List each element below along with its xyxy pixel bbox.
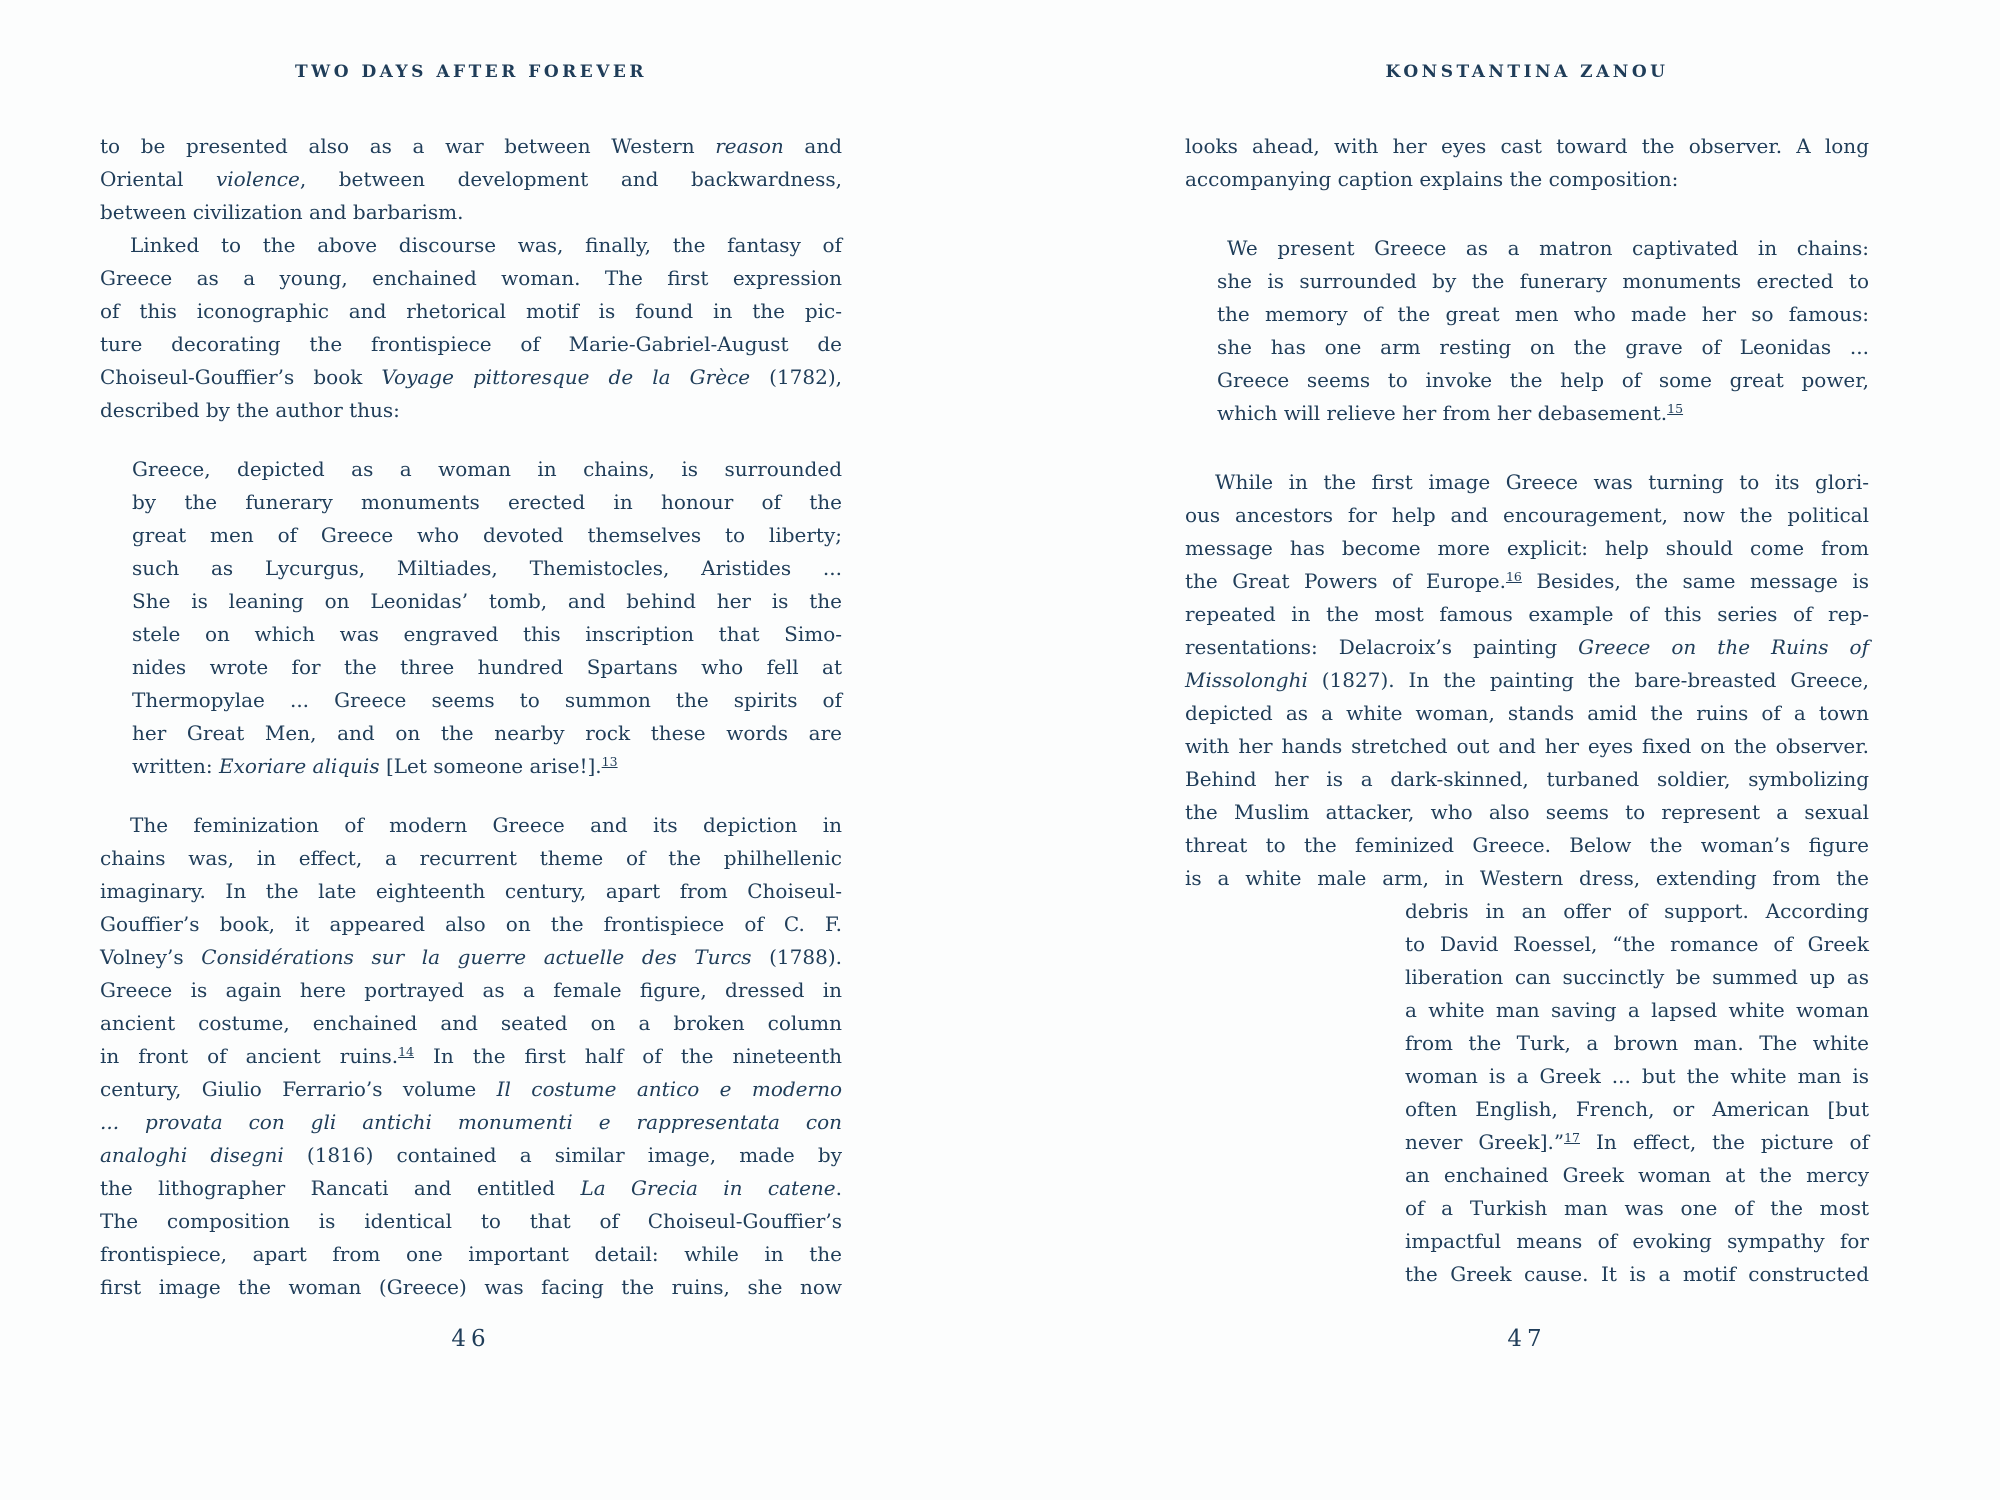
text-line: to David Roessel, “the romance of Greek (1405, 932, 1869, 956)
text-line: The composition is identical to that of Choiseul-Gouffier’s (100, 1209, 842, 1233)
text-line: repeated in the most famous example of this series of rep- (1185, 602, 1869, 626)
text-line: depicted as a white woman, stands amid the ruins of a town (1185, 701, 1869, 725)
text-line: a white man saving a lapsed white woman (1405, 998, 1869, 1022)
text-line: of a Turkish man was one of the most (1405, 1196, 1869, 1220)
text-line: by the funerary monuments erected in honour of the (132, 490, 842, 514)
text-line: threat to the feminized Greece. Below the woman’s figure (1185, 833, 1869, 857)
text-line: The feminization of modern Greece and its depiction in (130, 813, 842, 837)
text-line: never Greek].”$^{17}$ In effect, the picture of (1405, 1130, 1869, 1154)
running-header-right: KONSTANTINA ZANOU (1385, 62, 1669, 82)
text-line: with her hands stretched out and her eyes fixed on the observer. (1185, 734, 1869, 758)
text-line: resentations: Delacroix’s painting Greece on the Ruins of (1185, 635, 1869, 659)
page-right (1185, 0, 1869, 1500)
text-line: impactful means of evoking sympathy for (1405, 1229, 1869, 1253)
text-line: ture decorating the frontispiece of Marie-Gabriel-August de (100, 332, 842, 356)
footnote-ref: 16 (1505, 569, 1522, 584)
text-line: Behind her is a dark-skinned, turbaned soldier, symbolizing (1185, 767, 1869, 791)
paragraph (100, 809, 842, 1304)
footnote-ref: 17 (1564, 1130, 1580, 1145)
paragraph (1185, 130, 1869, 196)
text-line: Gouffier’s book, it appeared also on the frontispiece of C. F. (100, 912, 842, 936)
page-number-right: 47 (1507, 1326, 1547, 1352)
text-line: Volney’s Considérations sur la guerre actuelle des Turcs (1788). (100, 945, 842, 969)
text-line: the Great Powers of Europe.$^{16}$ Besides, the same message is (1185, 569, 1869, 593)
text-line: is a white male arm, in Western dress, extending from the (1185, 866, 1869, 890)
text-line: the Greek cause. It is a motif constructed (1405, 1262, 1869, 1286)
text-line: described by the author thus: (100, 398, 400, 422)
text-line: message has become more explicit: help should come from (1185, 536, 1869, 560)
text-line: Missolonghi (1827). In the painting the bare-breasted Greece, (1185, 668, 1869, 692)
text-line: to be presented also as a war between Western reason and (100, 134, 842, 158)
text-line: Greece is again here portrayed as a female figure, dressed in (100, 978, 842, 1002)
block-quote (132, 453, 842, 783)
page-body-right (1185, 130, 1869, 1291)
text-line: accompanying caption explains the composition: (1185, 167, 1679, 191)
page-body-left (100, 130, 842, 1304)
text-line: nides wrote for the three hundred Spartans who fell at (132, 655, 842, 679)
footnote-ref: 13 (601, 754, 618, 769)
text-line: Greece, depicted as a woman in chains, is surrounded (132, 457, 842, 481)
text-line: she has one arm resting on the grave of Leonidas ... (1217, 335, 1869, 359)
footnote-ref: 14 (398, 1044, 415, 1059)
paragraph (100, 130, 842, 229)
text-line: written: Exoriare aliquis [Let someone arise!].$^{13}$ (132, 754, 618, 778)
text-line: great men of Greece who devoted themselves to liberty; (132, 523, 842, 547)
running-header-left: TWO DAYS AFTER FOREVER (294, 62, 648, 82)
text-line: We present Greece as a matron captivated in chains: (1217, 236, 1869, 260)
text-line: an enchained Greek woman at the mercy (1405, 1163, 1869, 1187)
text-line: debris in an offer of support. According (1405, 899, 1869, 923)
text-line: she is surrounded by the funerary monuments erected to (1217, 269, 1869, 293)
text-line: Linked to the above discourse was, finally, the fantasy of (130, 233, 842, 257)
page-left (100, 0, 842, 1500)
page-number-left: 46 (451, 1326, 491, 1352)
text-line: ... provata con gli antichi monumenti e rappresentata con (100, 1110, 842, 1134)
text-line: the memory of the great men who made her so famous: (1217, 302, 1869, 326)
text-line: ous ancestors for help and encouragement, now the political (1185, 503, 1869, 527)
text-line: frontispiece, apart from one important detail: while in the (100, 1242, 842, 1266)
text-line: While in the first image Greece was turning to its glori- (1215, 470, 1869, 494)
text-line: the Muslim attacker, who also seems to represent a sexual (1185, 800, 1869, 824)
text-line: Thermopylae ... Greece seems to summon the spirits of (132, 688, 842, 712)
text-line: looks ahead, with her eyes cast toward the observer. A long (1185, 134, 1869, 158)
text-line: from the Turk, a brown man. The white (1405, 1031, 1869, 1055)
text-line: woman is a Greek ... but the white man is (1405, 1064, 1869, 1088)
text-line: imaginary. In the late eighteenth century, apart from Choiseul- (100, 879, 842, 903)
text-line: Oriental violence, between development and backwardness, (100, 167, 842, 191)
text-line: the lithographer Rancati and entitled La Grecia in catene. (100, 1176, 842, 1200)
text-line: Greece seems to invoke the help of some great power, (1217, 368, 1869, 392)
text-line: Greece as a young, enchained woman. The first expression (100, 266, 842, 290)
text-line: She is leaning on Leonidas’ tomb, and behind her is the (132, 589, 842, 613)
text-line: such as Lycurgus, Miltiades, Themistocles, Aristides ... (132, 556, 842, 580)
text-line: analoghi disegni (1816) contained a similar image, made by (100, 1143, 842, 1167)
text-line: chains was, in effect, a recurrent theme of the philhellenic (100, 846, 842, 870)
text-line: which will relieve her from her debasement.$^{15}$ (1217, 401, 1684, 425)
text-line: century, Giulio Ferrario’s volume Il costume antico e moderno (100, 1077, 842, 1101)
paragraph (1185, 466, 1869, 1291)
block-quote (1217, 232, 1869, 430)
text-line: in front of ancient ruins.$^{14}$ In the first half of the nineteenth (100, 1044, 842, 1068)
text-line: of this iconographic and rhetorical motif is found in the pic- (100, 299, 842, 323)
text-line: between civilization and barbarism. (100, 200, 464, 224)
footnote-ref: 15 (1667, 401, 1684, 416)
text-line: her Great Men, and on the nearby rock these words are (132, 721, 842, 745)
text-line: Choiseul-Gouffier’s book Voyage pittoresque de la Grèce (1782), (100, 365, 843, 389)
paragraph (100, 229, 842, 427)
text-line: liberation can succinctly be summed up as (1405, 965, 1869, 989)
text-line: stele on which was engraved this inscription that Simo- (132, 622, 842, 646)
text-line: often English, French, or American [but (1405, 1097, 1869, 1121)
text-line: ancient costume, enchained and seated on a broken column (100, 1011, 842, 1035)
text-line: first image the woman (Greece) was facing the ruins, she now (100, 1275, 842, 1299)
